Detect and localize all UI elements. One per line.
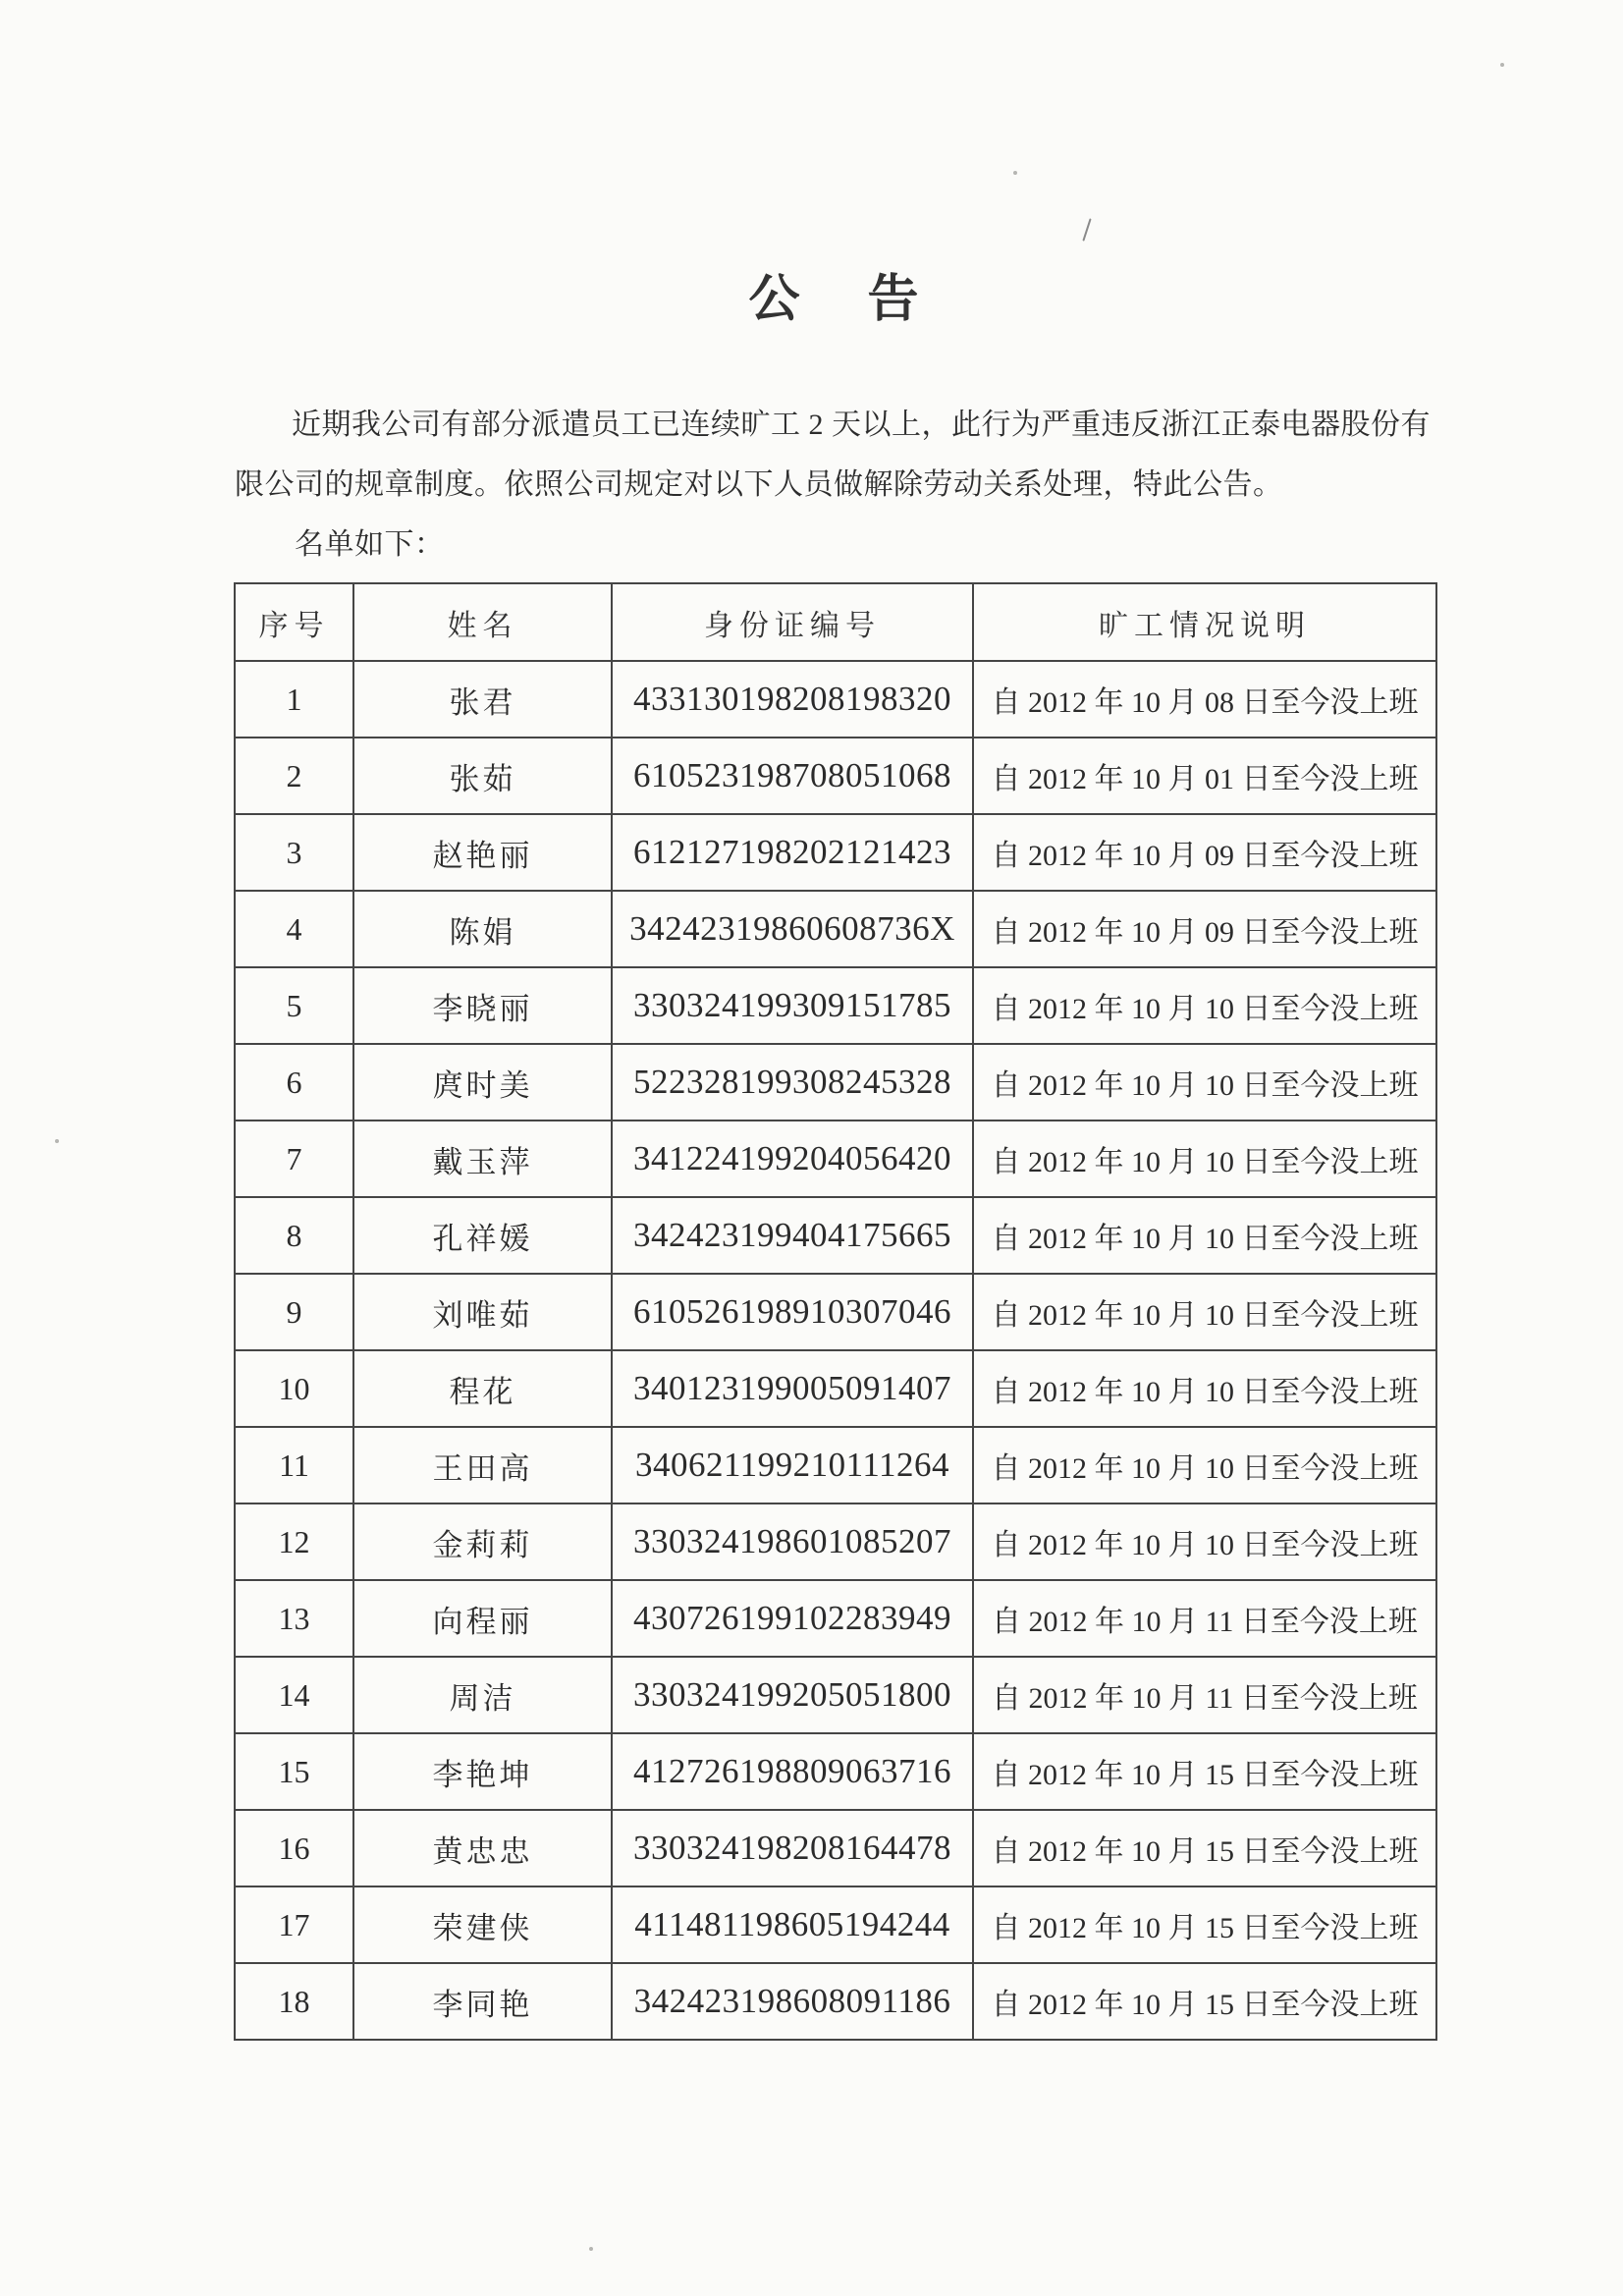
cell-id-number: 610526198910307046 bbox=[612, 1274, 973, 1350]
cell-absence-desc: 自 2012 年 10 月 11 日至今没上班 bbox=[973, 1580, 1436, 1657]
cell-index: 4 bbox=[235, 891, 353, 967]
scan-artifact bbox=[589, 2247, 593, 2251]
cell-name: 程花 bbox=[353, 1350, 612, 1427]
cell-id-number: 341224199204056420 bbox=[612, 1121, 973, 1197]
cell-absence-desc: 自 2012 年 10 月 10 日至今没上班 bbox=[973, 1274, 1436, 1350]
cell-name: 向程丽 bbox=[353, 1580, 612, 1657]
cell-name: 刘唯茹 bbox=[353, 1274, 612, 1350]
cell-id-number: 430726199102283949 bbox=[612, 1580, 973, 1657]
table-row bbox=[235, 1427, 1436, 1503]
table-row bbox=[235, 1963, 1436, 2040]
cell-index: 9 bbox=[235, 1274, 353, 1350]
cell-absence-desc: 自 2012 年 10 月 15 日至今没上班 bbox=[973, 1886, 1436, 1963]
cell-absence-desc: 自 2012 年 10 月 09 日至今没上班 bbox=[973, 814, 1436, 891]
paragraph-line-2: 限公司的规章制度。依照公司规定对以下人员做解除劳动关系处理，特此公告。 bbox=[235, 468, 1283, 501]
table-row bbox=[235, 1197, 1436, 1274]
table-row bbox=[235, 1503, 1436, 1580]
cell-index: 12 bbox=[235, 1503, 353, 1580]
scan-artifact bbox=[55, 1139, 59, 1143]
announcement-paragraph bbox=[235, 395, 1472, 574]
cell-name: 李艳坤 bbox=[353, 1733, 612, 1810]
table-row bbox=[235, 1886, 1436, 1963]
scan-artifact bbox=[1013, 171, 1017, 175]
scan-artifact bbox=[1500, 63, 1504, 67]
cell-name: 庹时美 bbox=[353, 1044, 612, 1121]
cell-absence-desc: 自 2012 年 10 月 10 日至今没上班 bbox=[973, 1503, 1436, 1580]
cell-name: 赵艳丽 bbox=[353, 814, 612, 891]
cell-id-number: 342423199404175665 bbox=[612, 1197, 973, 1274]
cell-absence-desc: 自 2012 年 10 月 08 日至今没上班 bbox=[973, 661, 1436, 738]
table-row bbox=[235, 967, 1436, 1044]
paragraph-line-1: 近期我公司有部分派遣员工已连续旷工 2 天以上，此行为严重违反浙江正泰电器股份有 bbox=[292, 409, 1431, 441]
cell-index: 11 bbox=[235, 1427, 353, 1503]
cell-name: 李同艳 bbox=[353, 1963, 612, 2040]
cell-name: 张茹 bbox=[353, 738, 612, 814]
cell-index: 15 bbox=[235, 1733, 353, 1810]
cell-absence-desc: 自 2012 年 10 月 10 日至今没上班 bbox=[973, 1350, 1436, 1427]
cell-index: 3 bbox=[235, 814, 353, 891]
cell-id-number: 330324199205051800 bbox=[612, 1657, 973, 1733]
cell-id-number: 340123199005091407 bbox=[612, 1350, 973, 1427]
cell-name: 李晓丽 bbox=[353, 967, 612, 1044]
cell-id-number: 610523198708051068 bbox=[612, 738, 973, 814]
table-row bbox=[235, 1580, 1436, 1657]
table-row bbox=[235, 1044, 1436, 1121]
table-row bbox=[235, 738, 1436, 814]
cell-absence-desc: 自 2012 年 10 月 10 日至今没上班 bbox=[973, 1044, 1436, 1121]
cell-index: 8 bbox=[235, 1197, 353, 1274]
cell-absence-desc: 自 2012 年 10 月 10 日至今没上班 bbox=[973, 1427, 1436, 1503]
cell-index: 13 bbox=[235, 1580, 353, 1657]
table-row bbox=[235, 1810, 1436, 1886]
cell-name: 荣建侠 bbox=[353, 1886, 612, 1963]
table-row bbox=[235, 1121, 1436, 1197]
cell-id-number: 330324198601085207 bbox=[612, 1503, 973, 1580]
cell-id-number: 342423198608091186 bbox=[612, 1963, 973, 2040]
table-row bbox=[235, 1274, 1436, 1350]
cell-index: 1 bbox=[235, 661, 353, 738]
cell-name: 陈娟 bbox=[353, 891, 612, 967]
table-row bbox=[235, 891, 1436, 967]
cell-name: 戴玉萍 bbox=[353, 1121, 612, 1197]
header-cell-absence-desc: 旷工情况说明 bbox=[973, 583, 1436, 661]
cell-index: 16 bbox=[235, 1810, 353, 1886]
table-row bbox=[235, 1350, 1436, 1427]
header-cell-index: 序号 bbox=[235, 583, 353, 661]
cell-index: 14 bbox=[235, 1657, 353, 1733]
roster-table bbox=[234, 582, 1437, 2041]
cell-index: 7 bbox=[235, 1121, 353, 1197]
cell-absence-desc: 自 2012 年 10 月 10 日至今没上班 bbox=[973, 1197, 1436, 1274]
cell-index: 2 bbox=[235, 738, 353, 814]
cell-index: 6 bbox=[235, 1044, 353, 1121]
table-row bbox=[235, 661, 1436, 738]
cell-id-number: 330324199309151785 bbox=[612, 967, 973, 1044]
cell-absence-desc: 自 2012 年 10 月 10 日至今没上班 bbox=[973, 1121, 1436, 1197]
header-cell-name: 姓名 bbox=[353, 583, 612, 661]
cell-id-number: 612127198202121423 bbox=[612, 814, 973, 891]
cell-index: 10 bbox=[235, 1350, 353, 1427]
table-header-row bbox=[235, 583, 1436, 661]
cell-id-number: 522328199308245328 bbox=[612, 1044, 973, 1121]
list-intro: 名单如下： bbox=[295, 528, 445, 561]
cell-absence-desc: 自 2012 年 10 月 15 日至今没上班 bbox=[973, 1733, 1436, 1810]
cell-id-number: 34242319860608736X bbox=[612, 891, 973, 967]
cell-id-number: 411481198605194244 bbox=[612, 1886, 973, 1963]
table-row bbox=[235, 1733, 1436, 1810]
cell-id-number: 330324198208164478 bbox=[612, 1810, 973, 1886]
cell-name: 金莉莉 bbox=[353, 1503, 612, 1580]
cell-id-number: 412726198809063716 bbox=[612, 1733, 973, 1810]
cell-name: 黄忠忠 bbox=[353, 1810, 612, 1886]
cell-absence-desc: 自 2012 年 10 月 15 日至今没上班 bbox=[973, 1963, 1436, 2040]
table-row bbox=[235, 1657, 1436, 1733]
cell-index: 17 bbox=[235, 1886, 353, 1963]
cell-name: 周洁 bbox=[353, 1657, 612, 1733]
cell-name: 孔祥媛 bbox=[353, 1197, 612, 1274]
cell-name: 王田高 bbox=[353, 1427, 612, 1503]
cell-id-number: 433130198208198320 bbox=[612, 661, 973, 738]
cell-absence-desc: 自 2012 年 10 月 09 日至今没上班 bbox=[973, 891, 1436, 967]
cell-index: 18 bbox=[235, 1963, 353, 2040]
cell-absence-desc: 自 2012 年 10 月 01 日至今没上班 bbox=[973, 738, 1436, 814]
table-row bbox=[235, 814, 1436, 891]
cell-id-number: 340621199210111264 bbox=[612, 1427, 973, 1503]
scan-artifact bbox=[1082, 218, 1091, 241]
roster-table-body bbox=[235, 661, 1436, 2040]
header-cell-id-number: 身份证编号 bbox=[612, 583, 973, 661]
cell-absence-desc: 自 2012 年 10 月 15 日至今没上班 bbox=[973, 1810, 1436, 1886]
cell-index: 5 bbox=[235, 967, 353, 1044]
cell-absence-desc: 自 2012 年 10 月 11 日至今没上班 bbox=[973, 1657, 1436, 1733]
page-title: 公 告 bbox=[748, 272, 921, 328]
cell-name: 张君 bbox=[353, 661, 612, 738]
cell-absence-desc: 自 2012 年 10 月 10 日至今没上班 bbox=[973, 967, 1436, 1044]
